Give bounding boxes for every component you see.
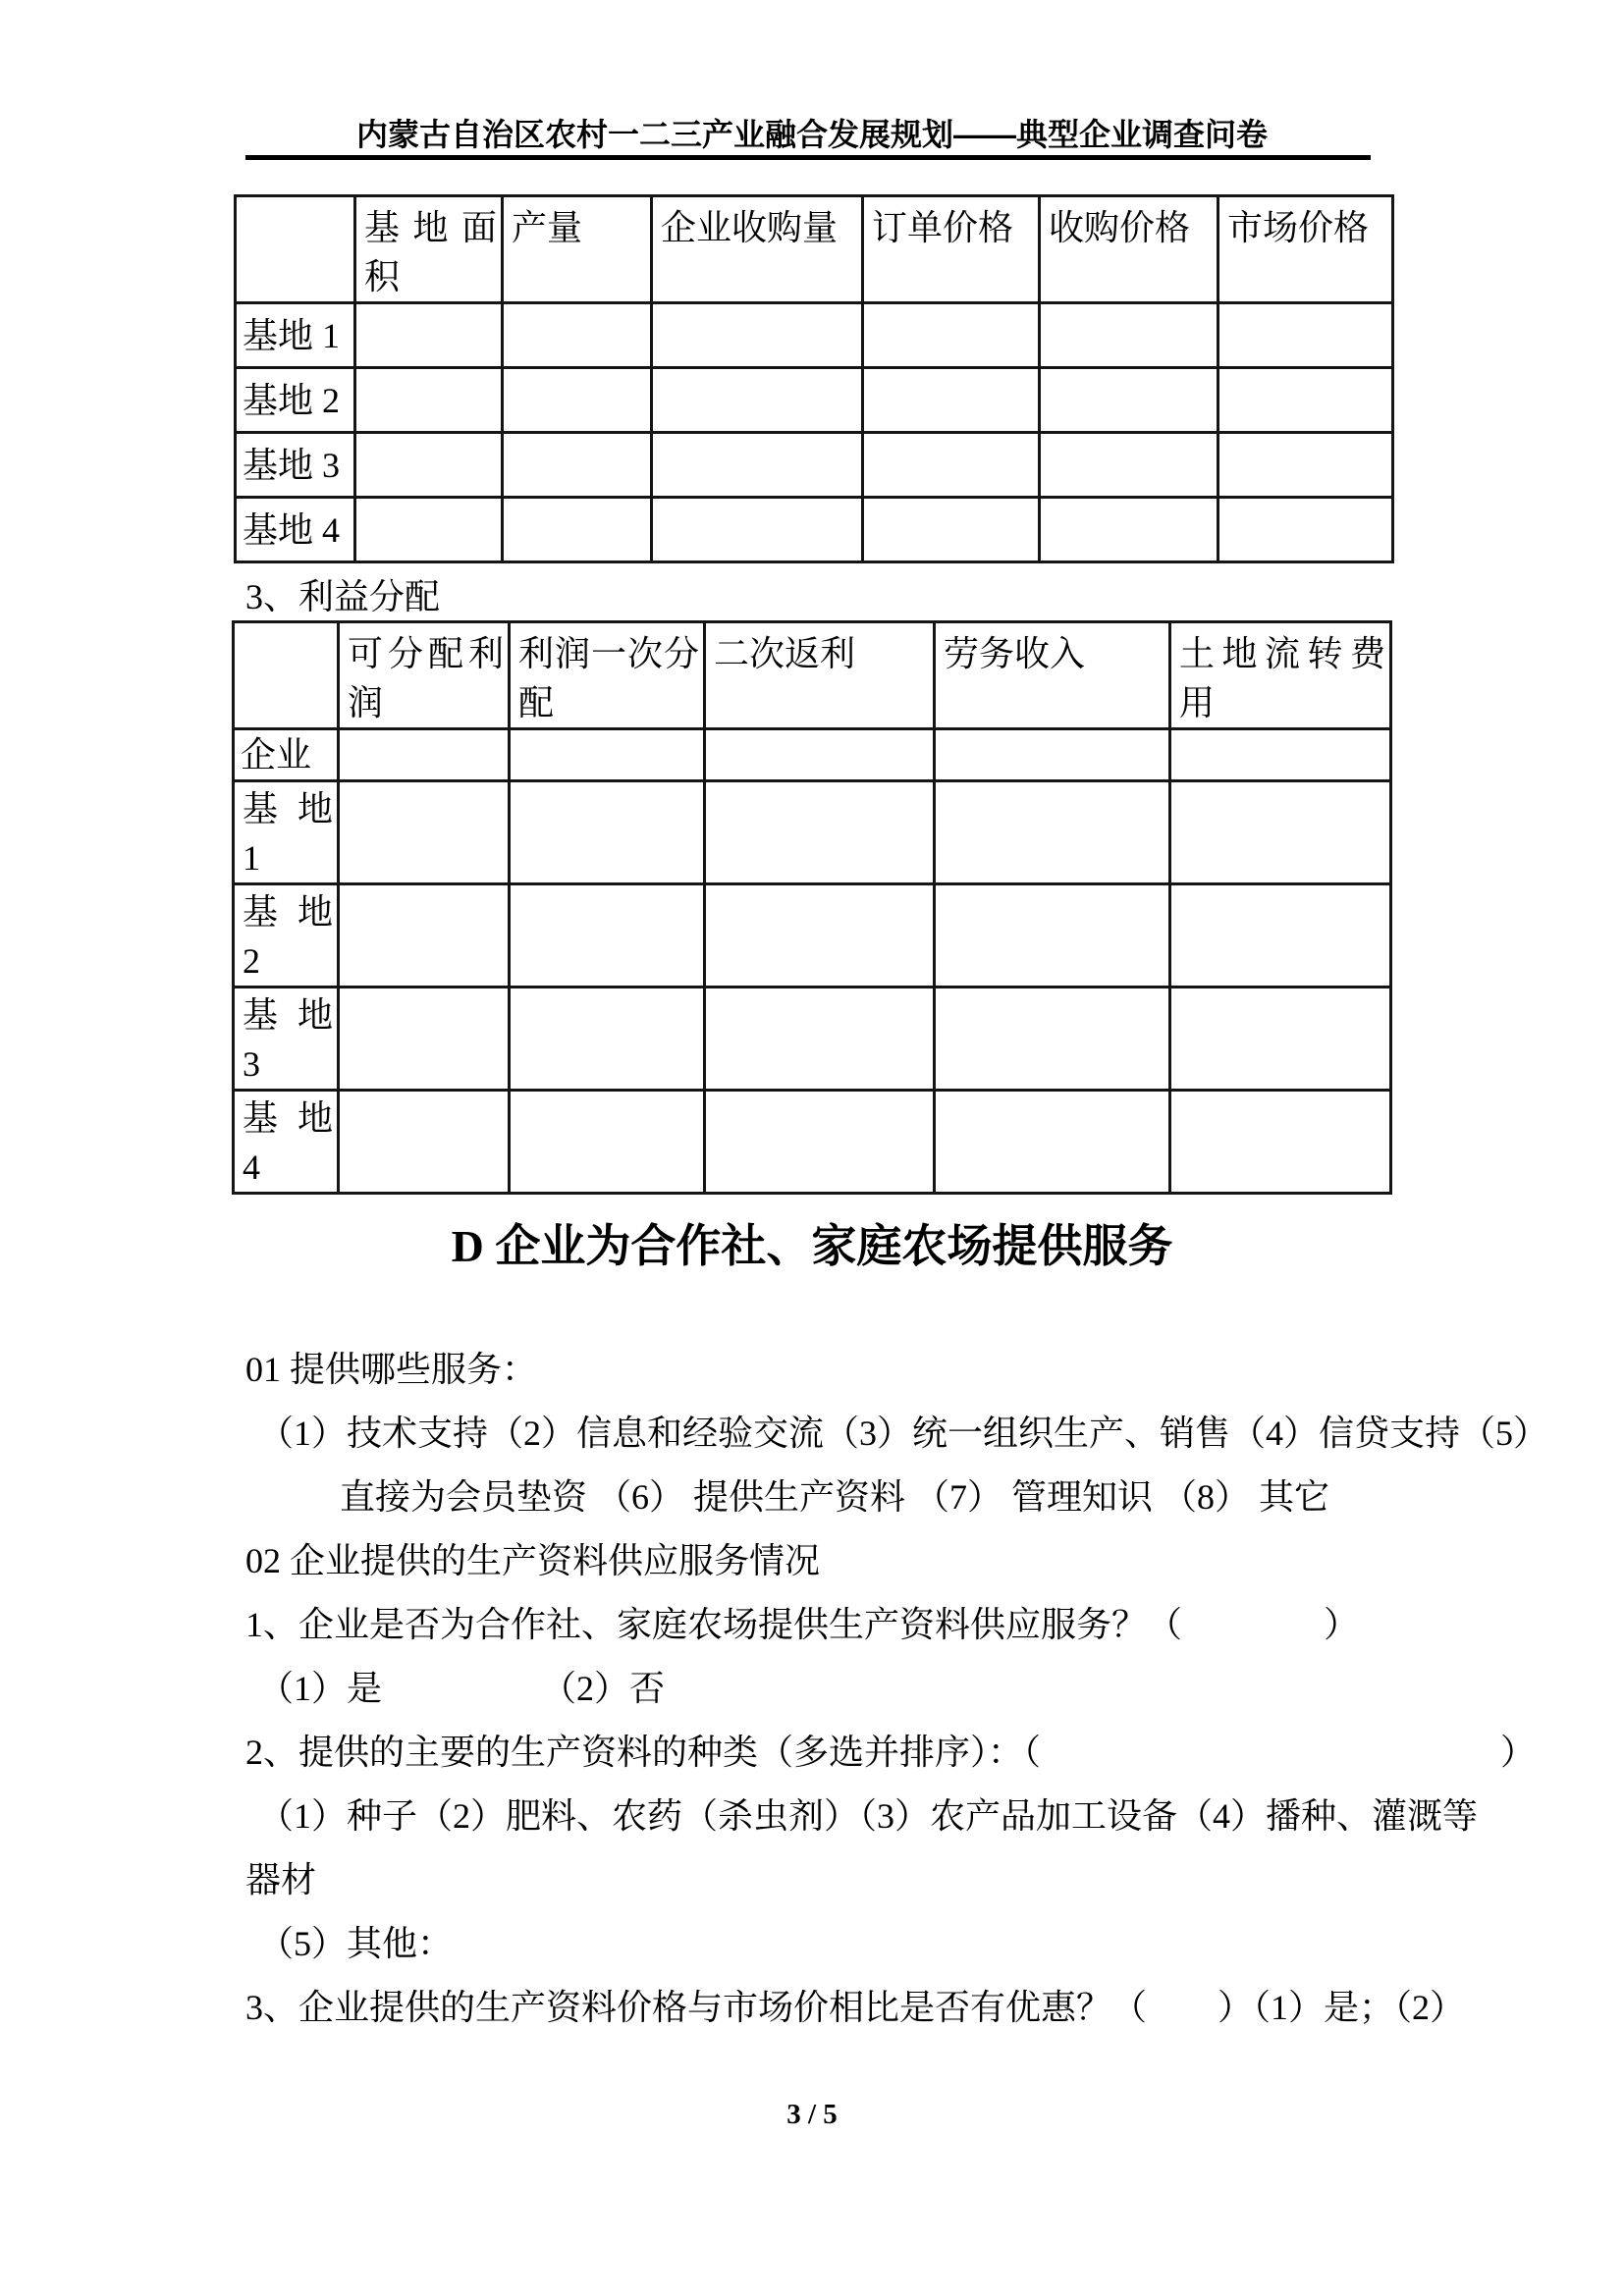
empty-data-cell (935, 729, 1170, 781)
empty-data-cell (1170, 988, 1391, 1091)
empty-data-cell (1170, 884, 1391, 988)
empty-data-cell (1170, 1091, 1391, 1194)
table-header-cell: 劳务收入 (935, 622, 1170, 729)
document-header-title: 内蒙古自治区农村一二三产业融合发展规划——典型企业调查问卷 (355, 117, 1268, 152)
empty-data-cell (510, 729, 705, 781)
empty-data-cell (652, 433, 863, 498)
table-row (236, 498, 1393, 562)
row-label-cell: 基地 3 (234, 988, 339, 1091)
row-label-cell: 基地 1 (234, 781, 339, 884)
empty-data-cell (510, 1091, 705, 1194)
empty-data-cell (339, 781, 510, 884)
page-number: 3 / 5 (786, 2099, 838, 2130)
empty-data-cell (503, 498, 652, 562)
body-line: 01 提供哪些服务： (245, 1350, 538, 1389)
table-header-cell (234, 622, 339, 729)
empty-data-cell (355, 498, 503, 562)
body-line: （1）是 （2）否 (258, 1669, 666, 1708)
table-row (234, 884, 1391, 988)
question-body (245, 1338, 1549, 2040)
procurement-table (234, 194, 1394, 563)
empty-data-cell (1218, 498, 1393, 562)
section-3-label: 3、利益分配 (245, 577, 441, 616)
row-label-cell: 基地 2 (236, 368, 355, 433)
body-line: 02 企业提供的生产资料供应服务情况 (245, 1541, 821, 1580)
table-header-cell: 订单价格 (863, 196, 1040, 303)
body-line: （5）其他： (258, 1924, 454, 1963)
row-label-cell: 企业 (234, 729, 339, 781)
empty-data-cell (355, 433, 503, 498)
empty-data-cell (503, 303, 652, 368)
table-header-cell: 二次返利 (705, 622, 935, 729)
empty-data-cell (355, 368, 503, 433)
empty-data-cell (935, 884, 1170, 988)
table-row (236, 303, 1393, 368)
body-line: 直接为会员垫资 （6） 提供生产资料 （7） 管理知识 （8） 其它 (340, 1477, 1330, 1517)
table-header-cell: 收购价格 (1040, 196, 1218, 303)
body-line: 2、提供的主要的生产资料的种类（多选并排序）：（ ） (245, 1733, 1537, 1772)
empty-data-cell (510, 781, 705, 884)
table-header-cell: 利润一次分配 (510, 622, 705, 729)
empty-data-cell (863, 303, 1040, 368)
empty-data-cell (652, 303, 863, 368)
table-header-cell: 基地面积 (355, 196, 503, 303)
table-header-row (234, 622, 1391, 729)
empty-data-cell (1040, 498, 1218, 562)
table-row (234, 988, 1391, 1091)
body-line: 器材 (245, 1860, 317, 1899)
empty-data-cell (339, 729, 510, 781)
table-header-cell: 产量 (503, 196, 652, 303)
empty-data-cell (935, 988, 1170, 1091)
empty-data-cell (1170, 729, 1391, 781)
empty-data-cell (652, 368, 863, 433)
header-divider-rule (245, 155, 1371, 160)
empty-data-cell (705, 988, 935, 1091)
body-line: （1）技术支持（2）信息和经验交流（3）统一组织生产、销售（4）信贷支持（5） (258, 1414, 1549, 1453)
empty-data-cell (1040, 303, 1218, 368)
row-label-cell: 基地 1 (236, 303, 355, 368)
empty-data-cell (1040, 368, 1218, 433)
empty-data-cell (1040, 433, 1218, 498)
empty-data-cell (510, 988, 705, 1091)
empty-data-cell (339, 988, 510, 1091)
table-header-cell: 土地流转费用 (1170, 622, 1391, 729)
row-label-cell: 基地 3 (236, 433, 355, 498)
empty-data-cell (705, 781, 935, 884)
table-header-cell: 可分配利润 (339, 622, 510, 729)
section-d-heading: D 企业为合作社、家庭农场提供服务 (451, 1221, 1173, 1271)
row-label-cell: 基地 4 (236, 498, 355, 562)
empty-data-cell (339, 1091, 510, 1194)
empty-data-cell (705, 729, 935, 781)
empty-data-cell (1218, 433, 1393, 498)
empty-data-cell (1218, 368, 1393, 433)
empty-data-cell (1170, 781, 1391, 884)
table-row (236, 433, 1393, 498)
empty-data-cell (863, 368, 1040, 433)
body-line: （1）种子（2）肥料、农药（杀虫剂）（3）农产品加工设备（4）播种、灌溉等 (258, 1796, 1479, 1836)
benefit-distribution-table (232, 620, 1392, 1195)
empty-data-cell (705, 884, 935, 988)
table-row (234, 1091, 1391, 1194)
empty-data-cell (652, 498, 863, 562)
table-header-cell: 企业收购量 (652, 196, 863, 303)
table-header-cell: 市场价格 (1218, 196, 1393, 303)
empty-data-cell (510, 884, 705, 988)
table-row (234, 781, 1391, 884)
empty-data-cell (935, 781, 1170, 884)
empty-data-cell (705, 1091, 935, 1194)
empty-data-cell (863, 498, 1040, 562)
body-line: 3、企业提供的生产资料价格与市场价相比是否有优惠？（ ）（1）是；（2） (245, 1988, 1466, 2027)
body-line: 1、企业是否为合作社、家庭农场提供生产资料供应服务？（ ） (245, 1605, 1360, 1644)
empty-data-cell (863, 433, 1040, 498)
table-row (236, 368, 1393, 433)
empty-data-cell (355, 303, 503, 368)
table-header-row (236, 196, 1393, 303)
row-label-cell: 基地 4 (234, 1091, 339, 1194)
empty-data-cell (339, 884, 510, 988)
empty-data-cell (503, 433, 652, 498)
table-header-cell (236, 196, 355, 303)
empty-data-cell (1218, 303, 1393, 368)
empty-data-cell (503, 368, 652, 433)
empty-data-cell (935, 1091, 1170, 1194)
row-label-cell: 基地 2 (234, 884, 339, 988)
table-row (234, 729, 1391, 781)
